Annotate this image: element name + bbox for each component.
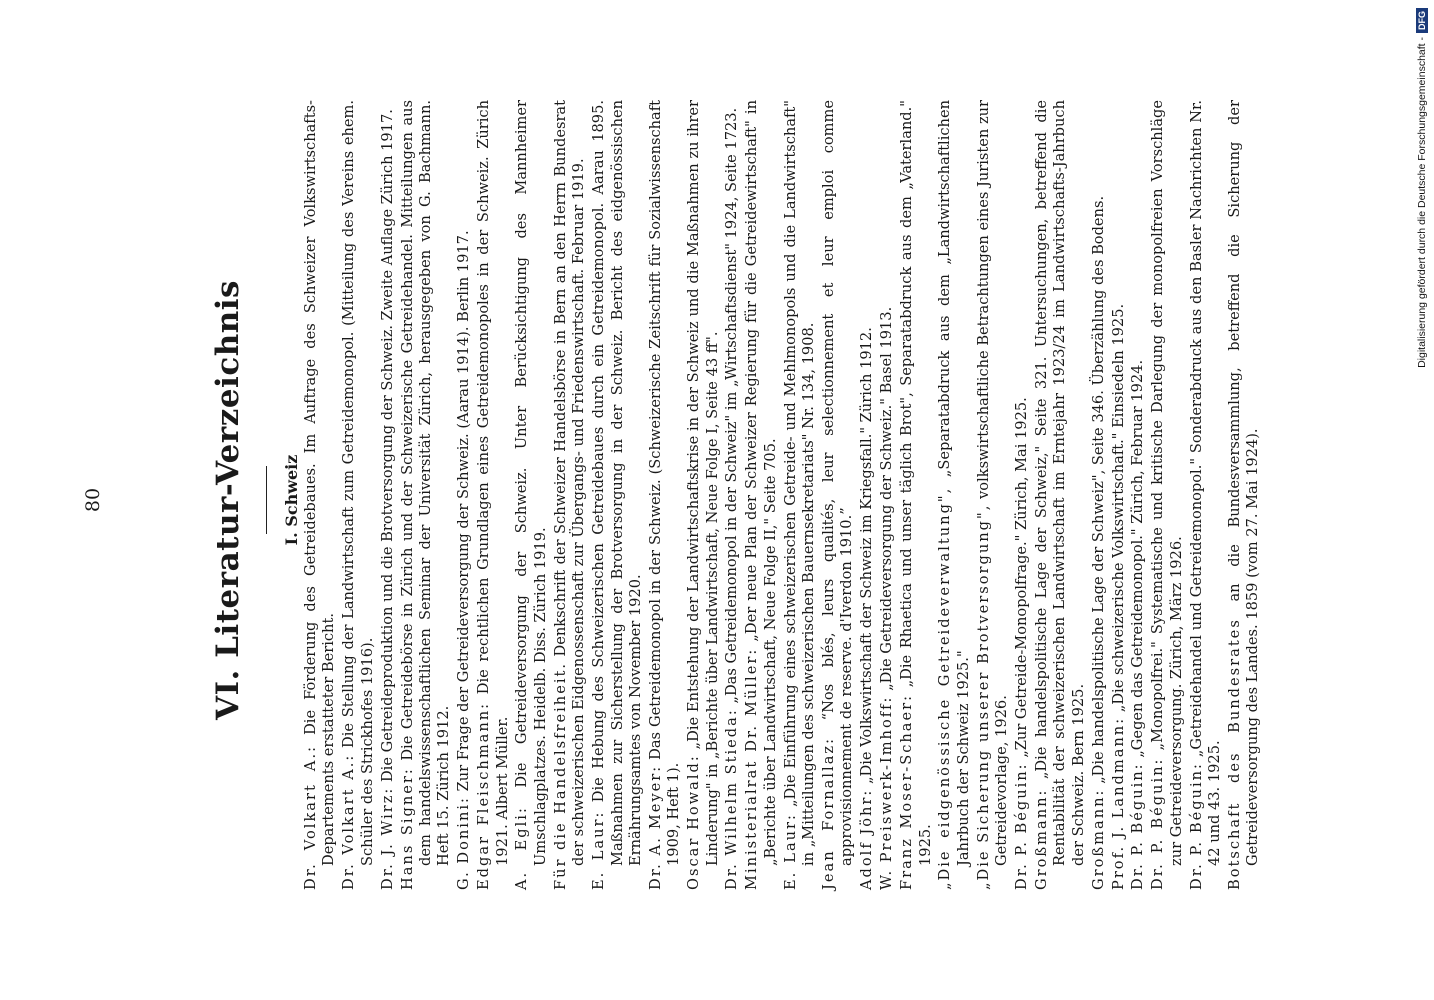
bibliography-entry bbox=[743, 100, 780, 890]
entry-text: Das Getreidemonopol in der Schweiz. (Schweizerische Zeitschrift für Sozialwissenschaft 1909, Heft 1). bbox=[646, 99, 683, 866]
entry-text: „Der neue Plan der Schweizer Regierung für die Getreidewirtschaft" in „Berichte über Landwirtschaft, Neue Folge II," Seite 705. bbox=[743, 100, 779, 866]
entry-text: „Getreidehandel und Getreidemonopol." Sonderabdruck aus den Basler Nachrichten Nr. 42 und 43. 1925. bbox=[1187, 99, 1224, 866]
entry-text: Die Getreideversorgung der Schweiz. Unter Berücksichtigung des Mannheimer Umschlagplatzes. Heidelb. Diss. Zürich 1919. bbox=[513, 100, 549, 866]
title-rule bbox=[266, 466, 267, 534]
section-heading: I. Schweiz bbox=[282, 454, 301, 546]
bibliography-entry bbox=[302, 100, 339, 890]
entry-text: „Die Getreideversorgung der Schweiz." Basel 1913. bbox=[878, 306, 896, 691]
bibliography-entry bbox=[975, 100, 1012, 890]
entry-text: Die rechtlichen Grundlagen eines Getreidemonopoles in der Schweiz. Zürich 1921. Albert Müller. bbox=[475, 99, 511, 866]
entry-author: Adolf Jöhr: bbox=[858, 788, 876, 890]
entry-text: „Die Rhaetica und unser täglich Brot", Separatabdruck aus dem „Vaterland." 1925. bbox=[898, 100, 934, 866]
bibliography-entry bbox=[723, 100, 741, 890]
entry-author: Ministerialrat Dr. Müller: bbox=[743, 647, 761, 890]
bibliography-entry bbox=[685, 100, 722, 890]
entry-text: „Die handelspolitische Lage der Schweiz", Seite 346. Überzählung des Bodens. bbox=[1089, 195, 1107, 784]
entry-text: Die Hebung des Schweizerischen Getreidebaues durch ein Getreidemonopol. Aarau 1895. Maßnahmen zur Sicherstellung der Brotversorgung in der Schweiz. Bericht des eidgenössischen Ernährungsamtes von November 1920. bbox=[590, 99, 644, 866]
entry-text: „Das Getreidemonopol in der Schweiz" im „Wirtschaftsdienst" 1924, Seite 1723. bbox=[723, 107, 741, 704]
entry-author: Dr. Volkart A.: bbox=[340, 753, 358, 890]
entry-text: „Die Volkswirtschaft der Schweiz im Kriegsfall." Zürich 1912. bbox=[858, 327, 876, 785]
bibliography-entry bbox=[513, 100, 550, 890]
entry-author: Jean Fornallaz: bbox=[819, 736, 837, 890]
entry-author: Dr. P. Béguin: bbox=[1129, 762, 1147, 890]
entry-text: „Separatabdruck aus dem „Landwirtschaftlichen Jahrbuch der Schweiz 1925." bbox=[936, 100, 972, 866]
entry-author: E. Laur: bbox=[590, 810, 608, 890]
entry-author: Prof. J. Landmann: bbox=[1109, 716, 1127, 890]
entry-text: „Die handelspolitische Lage der Schweiz," Seite 321. Untersuchungen, betreffend die Rentabilität der schweizerischen Landwirtschaft im Erntejahr 1923/24 im Landwirtschafts-Jahrbuch der Schweiz. Bern 1925. bbox=[1032, 99, 1087, 866]
entry-author: Dr. A. Meyer: bbox=[646, 764, 664, 890]
entry-author: Oscar Howald: bbox=[685, 754, 703, 890]
entry-text: Die Stellung der Landwirtschaft zum Getreidemonopol. (Mitteilung des Vereins ehem. Schüler des Strickhofes 1916). bbox=[340, 99, 376, 866]
bibliography-entry bbox=[936, 100, 973, 890]
bibliography-entry bbox=[475, 100, 512, 890]
bibliography-entry bbox=[1033, 100, 1088, 890]
entry-author: Botschaft des Bundesrates bbox=[1226, 618, 1243, 890]
bibliography-entry bbox=[1013, 100, 1031, 890]
funding-sidebar bbox=[1405, 0, 1434, 1000]
bibliography-entry bbox=[455, 100, 473, 890]
bibliography-entry bbox=[379, 100, 397, 890]
entry-author: Für die Handelsfreiheit. bbox=[551, 661, 569, 890]
entry-text: „Die schweizerische Volkswirtschaft." Einsiedeln 1925. bbox=[1109, 303, 1127, 713]
entry-author: Edgar Fleischmann: bbox=[475, 701, 493, 890]
bibliography-entry bbox=[647, 100, 684, 890]
dfg-logo: DFG bbox=[1416, 8, 1428, 33]
entry-text: „Gegen das Getreidemonopol." Zürich, Februar 1924. bbox=[1129, 359, 1147, 758]
entry-author: Dr. Volkart A.: bbox=[302, 745, 319, 890]
bibliography-entry bbox=[340, 100, 377, 890]
bibliography-entry bbox=[898, 100, 935, 890]
bibliography-entry bbox=[820, 100, 857, 890]
entry-text: “Nos blés, leurs qualités, leur selectionnement et leur emploi comme approvisionnement de reserve. d'Iverdon 1910.” bbox=[819, 100, 856, 866]
entry-author: Dr. P. Béguin: bbox=[1149, 757, 1167, 890]
entry-text: „Die Einführung eines schweizerischen Getreide- und Mehlmonopols und die Landwirtschaft" in „Mitteilungen des schweizerischen Bauernsekretariats" Nr. 134, 1908. bbox=[781, 99, 818, 866]
entry-text: volkswirtschaftliche Betrachtungen eines Juristen zur Getreidevorlage, 1926. bbox=[974, 99, 1011, 866]
funding-notice: Digitalisierung gefördert durch die Deutsche Forschungsgemeinschaft - bbox=[1416, 37, 1428, 368]
entry-text: an die Bundesversammlung, betreffend die Sicherung der Getreideversorgung des Landes. 1859 (vom 27. Mai 1924). bbox=[1226, 100, 1262, 866]
entry-author: Großmann: bbox=[1089, 788, 1107, 890]
entry-text: Denkschrift der Schweizer Handelsbörse in Bern an den Herrn Bundesrat der schweizerischen Eidgenossenschaft zur Übergangs- und Friedenswirtschaft. Februar 1919. bbox=[551, 100, 588, 866]
bibliography-entry bbox=[1149, 100, 1186, 890]
entry-text: Die Getreidebörse in Zürich und der Schweizerische Getreidehandel. Mitteilungen aus dem handelswissenschaftlichen Seminar der Universität Zürich, herausgegeben von G. Bachmann. Heft 15. Zürich 1912. bbox=[398, 99, 453, 866]
bibliography-entry bbox=[590, 100, 645, 890]
bibliography-entry bbox=[1110, 100, 1128, 890]
entry-author: G. Donini: bbox=[455, 796, 473, 890]
bibliography-entry bbox=[858, 100, 876, 890]
page-number: 80 bbox=[82, 487, 104, 513]
entry-author: E. Laur: bbox=[781, 813, 799, 890]
bibliography-entry bbox=[552, 100, 589, 890]
entry-text: Die Förderung des Getreidebaues. Im Auftrage des Schweizer Volkswirtschafts-Departements erstatteter Bericht. bbox=[302, 100, 338, 866]
entry-author: Dr. Wilhelm Stieda: bbox=[723, 708, 741, 890]
entry-text: „Die Entstehung der Landwirtschaftskrise in der Schweiz und die Maßnahmen zu ihrer Linderung" in „Berichte über Landwirtschaft, Neue Folge I, Seite 43 ff". bbox=[685, 100, 721, 866]
entry-author: Dr. P. Béguin: bbox=[1013, 762, 1031, 890]
bibliography-list bbox=[302, 100, 1264, 890]
bibliography-entry bbox=[1090, 100, 1108, 890]
bibliography-entry bbox=[399, 100, 454, 890]
bibliography-entry bbox=[782, 100, 819, 890]
entry-author: Hans Signer: bbox=[398, 767, 416, 890]
entry-author: Großmann: bbox=[1032, 788, 1050, 890]
entry-text: Die Getreideproduktion und die Brotversorgung der Schweiz. Zweite Auflage Zürich 1917. bbox=[378, 109, 396, 783]
page-title: VI. Literatur-Verzeichnis bbox=[210, 279, 246, 721]
entry-text: Zur Frage der Getreideversorgung der Schweiz. (Aarau 1914). Berlin 1917. bbox=[455, 230, 473, 792]
entry-text: „Zur Getreide-Monopolfrage." Zürich, Mai 1925. bbox=[1013, 397, 1031, 758]
bibliography-entry bbox=[1226, 100, 1263, 890]
entry-author: A. Egli: bbox=[513, 806, 531, 890]
entry-author: „Die Sicherung unserer Brotversorgung", bbox=[974, 503, 992, 890]
entry-author: Dr. J. Wirz: bbox=[378, 786, 396, 890]
entry-author: „Die eidgenössische Getreideverwaltung", bbox=[936, 486, 954, 890]
entry-text: „Monopolfrei." Systematische und kritische Darlegung der monopolfreien Vorschläge zur Getreideversorgung. Zürich, März 1926. bbox=[1149, 99, 1185, 866]
bibliography-entry bbox=[878, 100, 896, 890]
entry-author: W. Preiswerk-Imhoff: bbox=[878, 695, 896, 890]
entry-author: Franz Moser-Schaer: bbox=[898, 693, 916, 890]
bibliography-entry bbox=[1188, 100, 1225, 890]
entry-author: Dr. P. Béguin: bbox=[1187, 762, 1205, 890]
bibliography-entry bbox=[1129, 100, 1147, 890]
